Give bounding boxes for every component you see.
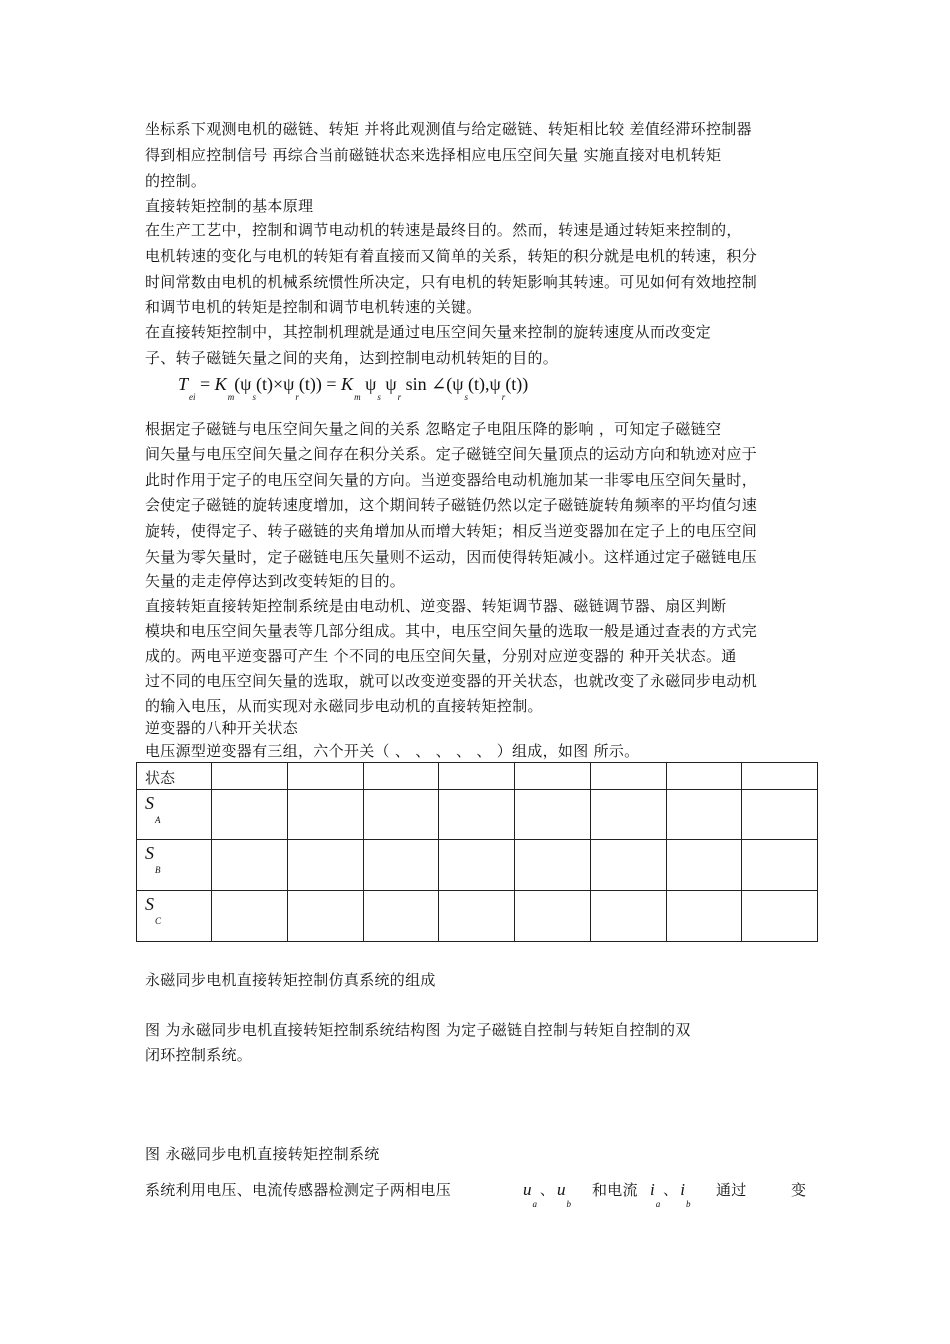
table-cell [590,840,666,891]
table-cell [439,790,515,840]
text-line: 得到相应控制信号 再综合当前磁链状态来选择相应电压空间矢量 实施直接对电机转矩 [145,146,722,164]
table-cell [742,891,818,942]
table-cell [666,763,742,790]
table-row [137,790,818,840]
table-cell [212,840,288,891]
table-cell [287,840,363,891]
table-cell [666,891,742,942]
text-line: 过不同的电压空间矢量的选取，就可以改变逆变器的开关状态，也就改变了永磁同步电动机 [145,672,758,690]
voltage-symbols: $u_a$、 $u_b$ [523,1180,571,1209]
section-heading: 直接转矩控制的基本原理 [145,197,314,215]
text-line: 根据定子磁链与电压空间矢量之间的关系 忽略定子电阻压降的影响 ，可知定子磁链空 [145,420,722,438]
table-cell [439,840,515,891]
table-cell [363,790,439,840]
current-symbols: $i_a$、 $i_b$ [650,1180,691,1209]
text-line: 直接转矩直接转矩控制系统是由电动机、逆变器、转矩调节器、磁链调节器、扇区判断 [145,597,727,615]
table-cell [439,891,515,942]
table-cell [590,790,666,840]
text-line: 闭环控制系统。 [145,1046,253,1064]
text-line: 在生产工艺中，控制和调节电动机的转速是最终目的。然而，转速是通过转矩来控制的， [145,221,742,239]
row-label-sc: $S_C$ [137,891,212,942]
text-line: 此时作用于定子的电压空间矢量的方向。当逆变器给电动机施加某一非零电压空间矢量时， [145,471,758,489]
table-cell [515,840,591,891]
section-heading: 永磁同步电机直接转矩控制仿真系统的组成 [145,971,436,989]
text-line: 在直接转矩控制中，其控制机理就是通过电压空间矢量来控制的旋转速度从而改变定 [145,323,712,341]
table-cell [363,891,439,942]
text-line: 电压源型逆变器有三组，六个开关（ 、 、 、 、 、 ）组成，如图 所示。 [145,742,640,760]
table-cell [666,840,742,891]
table-cell [515,790,591,840]
table-cell [212,891,288,942]
text-line: 间矢量与电压空间矢量之间存在积分关系。定子磁链空间矢量顶点的运动方向和轨迹对应于 [145,445,758,463]
text-fragment: 变 [791,1181,807,1199]
table-cell [287,891,363,942]
table-row [137,840,818,891]
text-line: 坐标系下观测电机的磁链、转矩 并将此观测值与给定磁链、转矩相比较 差值经滞环控制器 [145,120,752,138]
text-line: 图 为永磁同步电机直接转矩控制系统结构图 为定子磁链自控制与转矩自控制的双 [145,1021,691,1039]
table-cell [666,790,742,840]
row-label-sa: $S_A$ [137,790,212,840]
text-fragment: 通过 [716,1181,747,1199]
text-line: 的输入电压，从而实现对永磁同步电动机的直接转矩控制。 [145,697,543,715]
text-line: 模块和电压空间矢量表等几部分组成。其中，电压空间矢量的选取一般是通过查表的方式完 [145,622,758,640]
table-cell [212,763,288,790]
table-cell [590,891,666,942]
text-line: 和调节电机的转矩是控制和调节电机转速的关键。 [145,298,482,316]
switch-state-table [136,762,818,942]
table-cell [515,891,591,942]
table-cell [363,840,439,891]
table-cell [742,763,818,790]
text-line: 矢量的走走停停达到改变转矩的目的。 [145,572,406,590]
text-line: 时间常数由电机的机械系统惯性所决定，只有电机的转矩影响其转速。可见如何有效地控制 [145,273,758,291]
text-line: 电机转速的变化与电机的转矩有着直接而又简单的关系，转矩的积分就是电机的转速，积分 [145,247,758,265]
table-cell [515,763,591,790]
table-cell [742,840,818,891]
text-line: 矢量为零矢量时，定子磁链电压矢量则不运动，因而使得转矩减小。这样通过定子磁链电压 [145,548,758,566]
text-line: 成的。两电平逆变器可产生 个不同的电压空间矢量，分别对应逆变器的 种开关状态。通 [145,647,737,665]
table-cell [212,790,288,840]
text-line: 系统利用电压、电流传感器检测定子两相电压 [145,1181,452,1199]
table-cell [439,763,515,790]
table-cell [742,790,818,840]
torque-formula: $T_{ei} = K_m(\psi_s(t)\times\psi_r(t)) = K_m$ $\psi_s$ $\psi_r$ $\sin \angle(\psi_s(t),\psi_r(t))$ [178,374,529,402]
text-line: 的控制。 [145,172,207,190]
table-cell [287,790,363,840]
table-header-cell: 状态 [137,763,212,790]
table-cell [363,763,439,790]
table-row [137,763,818,790]
table-cell [590,763,666,790]
table-cell [287,763,363,790]
text-fragment: 和电流 [592,1181,638,1199]
table-row [137,891,818,942]
section-heading: 逆变器的八种开关状态 [145,719,299,737]
text-line: 旋转，使得定子、转子磁链的夹角增加从而增大转矩；相反当逆变器加在定子上的电压空间 [145,522,758,540]
row-label-sb: $S_B$ [137,840,212,891]
figure-caption: 图 永磁同步电机直接转矩控制系统 [145,1145,380,1163]
text-line: 子、转子磁链矢量之间的夹角，达到控制电动机转矩的目的。 [145,349,559,367]
text-line: 会使定子磁链的旋转速度增加，这个期间转子磁链仍然以定子磁链旋转角频率的平均值匀速 [145,496,758,514]
